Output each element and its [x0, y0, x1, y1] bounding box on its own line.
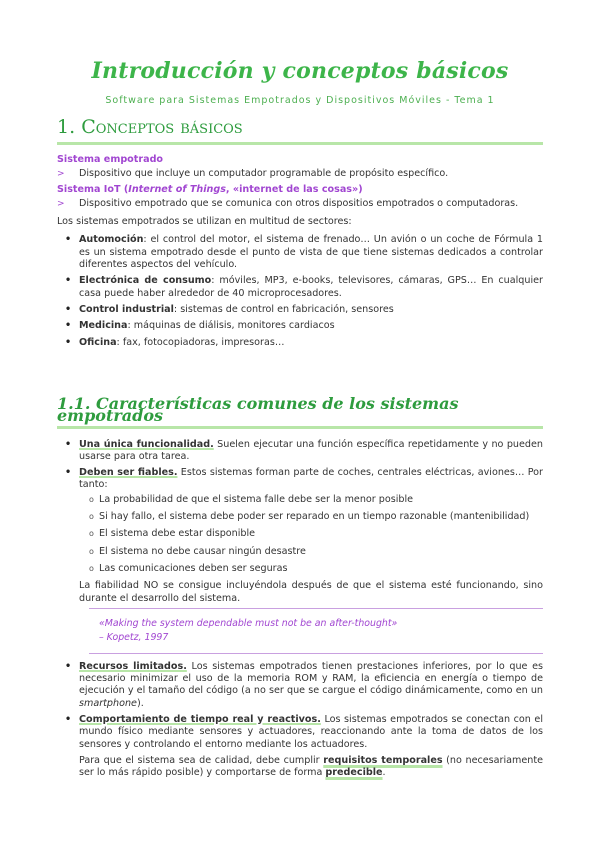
- list-item: • Oficina: fax, fotocopiadoras, impresoras…: [71, 337, 543, 349]
- quote-bottom-rule: [89, 653, 543, 654]
- arrow-icon: >: [57, 169, 65, 180]
- reliability-note: La fiabilidad NO se consigue incluyéndola después de que el sistema esté funcionando, sino durante el desarrollo del sistema.: [79, 580, 543, 604]
- definition-term-iot: Sistema IoT (Internet of Things, «internet de las cosas»): [57, 183, 363, 195]
- section-title: Conceptos básicos: [81, 116, 243, 138]
- definition-text: Dispositivo empotrado que se comunica con otros dispositios empotrados o computadoras.: [79, 197, 519, 209]
- definition-item: [57, 198, 543, 210]
- definition-text: Dispositivo que incluye un computador programable de propósito específico.: [79, 168, 449, 180]
- list-item: • Automoción: el control del motor, el sistema de frenado… Un avión o un coche de Fórmula 1 es un sistema empotrado desde el punto de vista de que tiene sistemas dedicados a controlar diferentes aspectos del vehículo.: [71, 234, 543, 271]
- sectors-intro: Los sistemas empotrados se utilizan en multitud de sectores:: [57, 216, 352, 228]
- sub-list-item: o El sistema no debe causar ningún desastre: [89, 546, 543, 558]
- list-item: • Una única funcionalidad. Suelen ejecutar una función específica repetidamente y no pueden usarse para otra tarea.: [71, 439, 543, 464]
- section-1-1: [57, 394, 544, 780]
- sectors-list: [57, 234, 543, 348]
- sub-list-item: o El sistema debe estar disponible: [89, 528, 543, 540]
- list-item: • Electrónica de consumo: móviles, MP3, e-books, televisores, cámaras, GPS… En cualquier casa puede haber alrededor de 40 microprocesadores.: [71, 275, 543, 300]
- quote-author: – Kopetz, 1997: [99, 631, 169, 643]
- characteristics-list-2: [57, 661, 543, 751]
- section-heading-1-1: 1.1. Características comunes de los sistemas empotrados: [57, 398, 543, 429]
- sub-list-item: o Las comunicaciones deben ser seguras: [89, 563, 543, 575]
- quote-text: «Making the system dependable must not be an after-thought»: [99, 617, 398, 629]
- quality-note: Para que el sistema sea de calidad, debe cumplir requisitos temporales (no necesariamente ser lo más rápido posible) y comportarse de forma predecible.: [79, 754, 544, 779]
- quote-block: [89, 609, 543, 653]
- sub-list-item: o Si hay fallo, el sistema debe poder ser reparado en un tiempo razonable (mantenibilidad): [89, 511, 543, 523]
- section-number: 1.: [57, 116, 76, 138]
- page-subtitle: Software para Sistemas Empotrados y Dispositivos Móviles - Tema 1: [105, 95, 495, 106]
- arrow-icon: >: [57, 198, 65, 209]
- list-item: • Comportamiento de tiempo real y reactivos. Los sistemas empotrados se conectan con el mundo físico mediante sensores y actuadores, reaccionando ante la toma de datos de los sensores y controlando el entorno mediante los actuadores.: [71, 714, 543, 751]
- section-1-body: [57, 154, 543, 353]
- list-item: • Medicina: máquinas de diálisis, monitores cardiacos: [71, 320, 543, 332]
- definition-term: Sistema empotrado: [57, 154, 164, 165]
- definition-item: [57, 168, 543, 180]
- section-heading-1: [57, 116, 543, 145]
- list-item: • Recursos limitados. Los sistemas empotrados tienen prestaciones inferiores, por lo que es necesario minimizar el uso de la memoria ROM y RAM, la eficiencia en energía o tiempo de ejecución y el tamaño del código (a no ser que se cargue el código dinámicamente, como en un smartphone).: [71, 661, 543, 710]
- reliability-list: [79, 494, 543, 575]
- list-item: • Deben ser fiables. Estos sistemas forman parte de coches, centrales eléctricas, aviones… Por tanto: o La probabilidad de que el sistema falle debe ser la menor posible o Si hay fallo, el sistema debe poder ser reparado en un tiempo razonable (mantenibilidad) o El sistema debe estar disponible o El sistema no debe causar ningún desastre o Las comunicaciones deben ser seguras: [71, 467, 543, 575]
- characteristics-list: [57, 439, 543, 576]
- list-item: • Control industrial: sistemas de control en fabricación, sensores: [71, 304, 543, 316]
- sub-list-item: o La probabilidad de que el sistema falle debe ser la menor posible: [89, 494, 543, 506]
- page-title: Introducción y conceptos básicos: [91, 58, 509, 84]
